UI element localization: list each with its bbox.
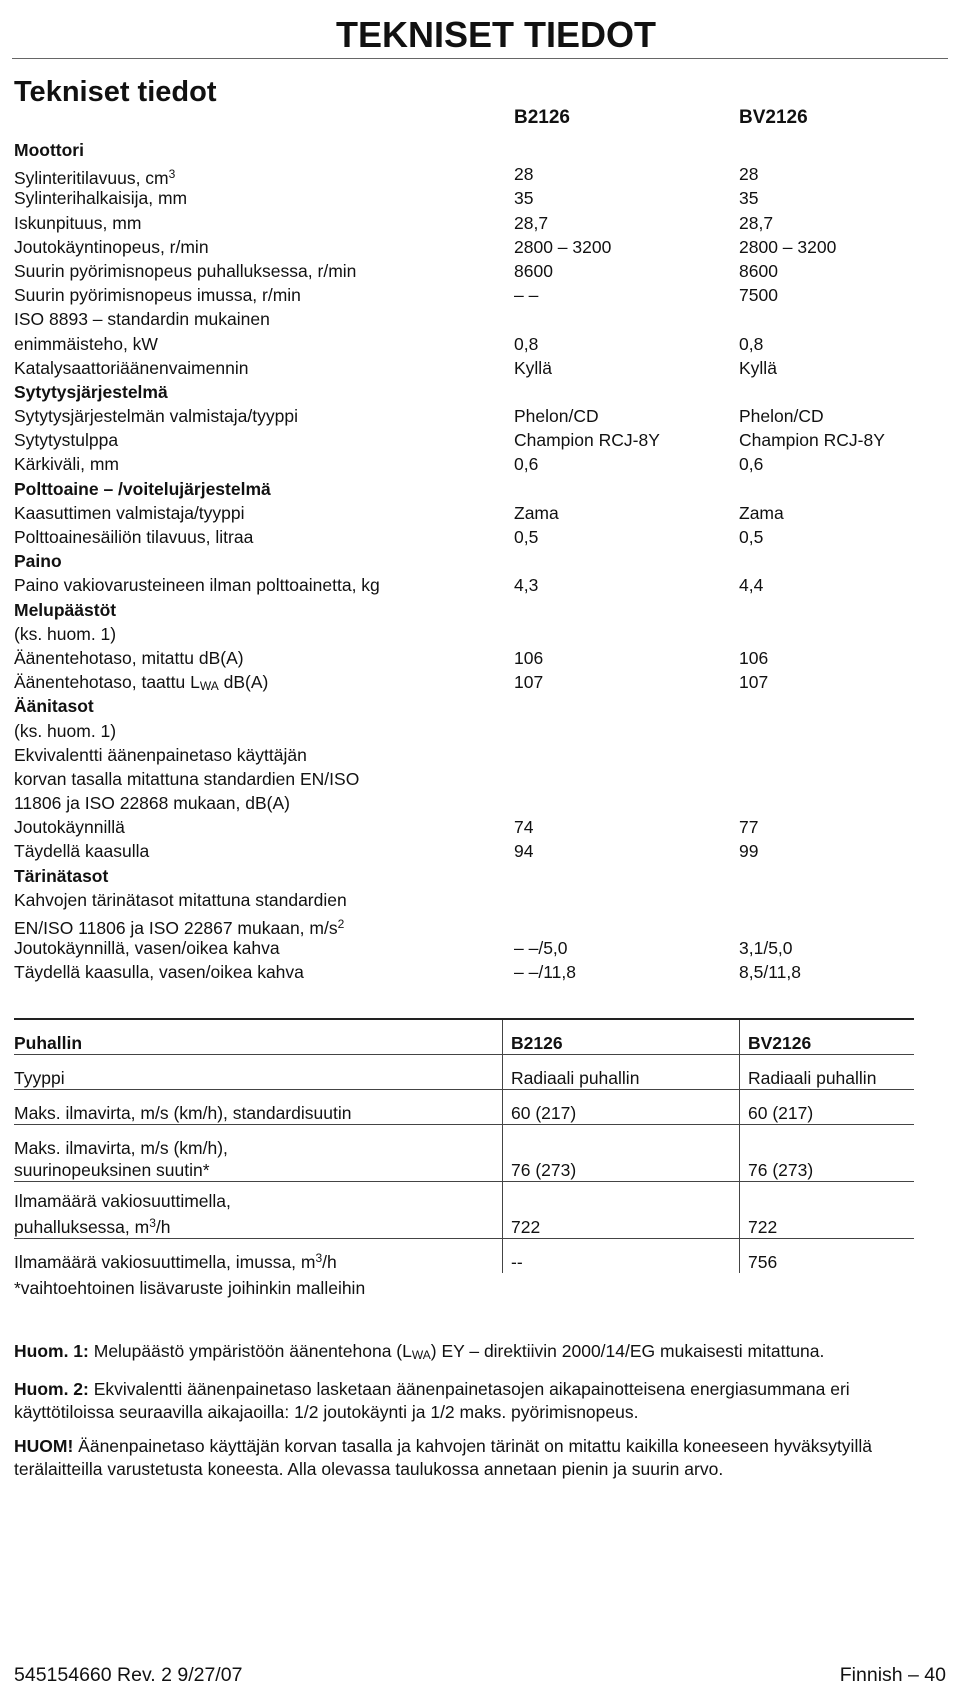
column-header-b2126: B2126 [514, 107, 570, 128]
spec-value-b2126: – –/5,0 [514, 938, 568, 959]
spec-label-sub: WA [199, 679, 219, 694]
spec-label-text: Äänentehotaso, taattu L [14, 672, 200, 693]
spec-label [14, 452, 119, 476]
spec-value-bv2126: 2800 – 3200 [739, 236, 837, 257]
spec-label-text: Paino vakiovarusteineen ilman polttoainetta, kg [14, 575, 380, 596]
blower-header-row [14, 1019, 914, 1055]
spec-label-suffix: dB(A) [218, 672, 269, 693]
spec-label [14, 960, 304, 984]
spec-value-b2126: 0,8 [514, 333, 539, 354]
spec-category-row [14, 598, 934, 622]
blower-label-sup: 3 [149, 1216, 156, 1230]
spec-row [14, 888, 934, 912]
note-3-label: HUOM! [14, 1435, 74, 1456]
spec-value-bv2126: 28 [739, 164, 759, 185]
blower-value-bv2126: 756 [748, 1252, 778, 1272]
spec-value-b2126: – –/11,8 [514, 962, 576, 983]
spec-label-text: Kärkiväli, mm [14, 454, 120, 475]
spec-value-bv2126: 107 [739, 672, 769, 693]
spec-label-text: EN/ISO 11806 ja ISO 22867 mukaan, m/s [14, 918, 338, 938]
spec-row [14, 646, 934, 670]
spec-row [14, 162, 934, 189]
spec-value-bv2126: 28,7 [739, 212, 774, 233]
spec-value-bv2126: 4,4 [739, 575, 764, 596]
spec-value-bv2126: 35 [739, 188, 759, 209]
spec-row [14, 186, 934, 210]
spec-label-text: Täydellä kaasulla, vasen/oikea kahva [14, 962, 304, 983]
blower-row [14, 1239, 914, 1274]
spec-label-text: korvan tasalla mitattuna standardien EN/ISO [14, 768, 360, 789]
spec-label [14, 573, 380, 597]
note-2-label: Huom. 2: [14, 1378, 89, 1399]
spec-row [14, 960, 934, 984]
spec-row [14, 743, 934, 767]
spec-label [14, 525, 253, 549]
spec-value-b2126: 94 [514, 841, 534, 862]
blower-label-line2: puhalluksessa, m [14, 1217, 150, 1237]
spec-value-b2126: 35 [514, 188, 534, 209]
spec-label [14, 380, 168, 404]
spec-label [14, 138, 84, 162]
spec-value-bv2126: 3,1/5,0 [739, 938, 793, 959]
spec-value-bv2126: Champion RCJ-8Y [739, 430, 885, 451]
spec-label [14, 791, 290, 815]
spec-label [14, 501, 245, 525]
footer-page-number: Finnish – 40 [839, 1664, 946, 1686]
spec-label-text: Suurin pyörimisnopeus puhalluksessa, r/min [14, 260, 357, 281]
spec-row [14, 283, 934, 307]
spec-value-bv2126: 7500 [739, 285, 778, 306]
spec-row [14, 211, 934, 235]
spec-row [14, 501, 934, 525]
spec-row [14, 791, 934, 815]
spec-label [14, 839, 149, 863]
spec-label [14, 694, 94, 718]
note-2 [14, 1378, 914, 1425]
spec-category-row [14, 549, 934, 573]
note-1-text-a: Melupäästö ympäristöön äänentehona (L [88, 1341, 412, 1361]
spec-value-b2126: Champion RCJ-8Y [514, 430, 660, 451]
spec-value-bv2126: 0,8 [739, 333, 764, 354]
footnote: *vaihtoehtoinen lisävaruste joihinkin malleihin [14, 1278, 366, 1298]
blower-value-bv2126: 76 (273) [748, 1160, 814, 1180]
spec-label-text: Kahvojen tärinätasot mitattuna standardien [14, 889, 347, 910]
spec-label-text: Sylinteritilavuus, cm [14, 168, 169, 189]
blower-value-bv2126: Radiaali puhallin [748, 1068, 877, 1088]
spec-label-text: Polttoaine – /voitelujärjestelmä [14, 478, 271, 499]
spec-label-text: Suurin pyörimisnopeus imussa, r/min [14, 285, 301, 306]
blower-label-line1: Maks. ilmavirta, m/s (km/h), [14, 1138, 228, 1158]
blower-label [14, 1125, 503, 1182]
spec-label [14, 815, 125, 839]
notes [14, 1340, 914, 1492]
spec-label [14, 646, 244, 670]
spec-label-text: (ks. huom. 1) [14, 623, 117, 644]
spec-label-sup: 3 [168, 167, 176, 182]
spec-value-bv2126: 8600 [739, 260, 778, 281]
spec-row [14, 670, 934, 694]
spec-table [14, 104, 934, 985]
spec-label [14, 888, 347, 912]
spec-label-sup: 2 [337, 917, 345, 931]
spec-category-row [14, 138, 934, 162]
blower-header-label: Puhallin [14, 1019, 503, 1055]
spec-value-bv2126: 8,5/11,8 [739, 962, 801, 983]
spec-value-b2126: Zama [514, 502, 559, 523]
spec-value-b2126: 8600 [514, 260, 553, 281]
spec-header-row [14, 104, 934, 138]
spec-label-text: Iskunpituus, mm [14, 212, 142, 233]
header-rule [12, 58, 948, 59]
spec-value-bv2126: 77 [739, 817, 759, 838]
blower-value-b2126: 76 (273) [503, 1125, 740, 1182]
spec-value-bv2126: 0,5 [739, 527, 764, 547]
blower-label [14, 1055, 503, 1090]
blower-label-text: Tyyppi [14, 1068, 65, 1088]
spec-value-b2126: Kyllä [514, 357, 552, 378]
spec-label [14, 598, 116, 622]
spec-label-text: 11806 ja ISO 22868 mukaan, dB(A) [14, 793, 290, 814]
spec-label-text: Ekvivalentti äänenpainetaso käyttäjän [14, 744, 307, 765]
blower-label-suffix: /h [155, 1217, 171, 1237]
spec-label-text: Täydellä kaasulla [14, 841, 150, 862]
spec-label [14, 259, 356, 283]
spec-value-bv2126: Phelon/CD [739, 406, 824, 427]
spec-row [14, 404, 934, 428]
spec-label [14, 186, 187, 210]
column-header-bv2126: BV2126 [739, 107, 808, 128]
spec-label-text: Sytytystulppa [14, 430, 119, 451]
spec-value-bv2126: Kyllä [739, 357, 777, 378]
note-3-text: Äänenpainetaso käyttäjän korvan tasalla ja kahvojen tärinät on mitattu kaikilla koneeseen hyväksytyillä terälaitteilla varustetusta koneesta. Alla olevassa taulukossa annetaan pienin ja suurin arvo. [14, 1435, 872, 1480]
spec-row [14, 767, 934, 791]
blower-row [14, 1182, 914, 1239]
footer-doc-number: 545154660 Rev. 2 9/27/07 [14, 1664, 243, 1686]
blower-label [14, 1239, 503, 1274]
blower-value-bv2126: 722 [748, 1217, 778, 1237]
note-1-text-b: ) EY – direktiivin 2000/14/EG mukaisesti mitattuna. [430, 1341, 825, 1361]
spec-row [14, 332, 934, 356]
note-2-text: Ekvivalentti äänenpainetaso lasketaan äänenpainetasojen aikapainotteisena energiasummana eri käyttötiloissa seuraavilla aikajaoilla: 1/2 joutokäynti ja 1/2 maks. pyörimisnopeus. [14, 1378, 850, 1423]
spec-label-text: Moottori [14, 140, 84, 160]
blower-value-b2126: Radiaali puhallin [503, 1055, 740, 1090]
spec-label-text: Kaasuttimen valmistaja/tyyppi [14, 502, 245, 523]
page-header-title: TEKNISET TIEDOT [330, 14, 662, 56]
spec-label-text: Tärinätasot [14, 865, 109, 886]
spec-label [14, 307, 270, 331]
spec-label-text: Äänitasot [14, 696, 94, 717]
blower-value-b2126: 722 [503, 1182, 740, 1239]
spec-value-b2126: 2800 – 3200 [514, 236, 612, 257]
spec-label [14, 767, 359, 791]
spec-row [14, 573, 934, 597]
spec-value-bv2126: 106 [739, 647, 769, 668]
blower-row [14, 1090, 914, 1125]
spec-value-bv2126: Zama [739, 502, 784, 523]
spec-label [14, 719, 116, 743]
blower-value-bv2126: 60 (217) [748, 1103, 814, 1123]
spec-row [14, 719, 934, 743]
spec-row [14, 622, 934, 646]
spec-category-row [14, 477, 934, 501]
spec-row [14, 428, 934, 452]
spec-row [14, 839, 934, 863]
spec-value-b2126: 106 [514, 647, 544, 668]
spec-label-text: Katalysaattoriäänenvaimennin [14, 357, 249, 378]
blower-label-line1: Ilmamäärä vakiosuuttimella, [14, 1191, 231, 1211]
spec-label-text: Sylinterihalkaisija, mm [14, 188, 188, 209]
note-1-label: Huom. 1: [14, 1341, 89, 1361]
spec-label-text: Sytytysjärjestelmän valmistaja/tyyppi [14, 406, 298, 427]
note-1-sub: WA [411, 1348, 431, 1362]
blower-row [14, 1125, 914, 1182]
spec-label [14, 864, 108, 888]
note-3 [14, 1435, 914, 1482]
spec-row [14, 259, 934, 283]
spec-label [14, 211, 141, 235]
spec-label-text: Joutokäyntinopeus, r/min [14, 236, 209, 257]
spec-label [14, 404, 298, 428]
spec-value-b2126: 28,7 [514, 212, 549, 233]
spec-value-b2126: 74 [514, 817, 534, 838]
blower-label-suffix: /h [322, 1252, 337, 1272]
spec-value-b2126: 28 [514, 164, 534, 185]
spec-label [14, 743, 307, 767]
blower-label [14, 1090, 503, 1125]
section-title: Tekniset tiedot [14, 76, 217, 108]
spec-label-text: Joutokäynnillä, vasen/oikea kahva [14, 938, 280, 959]
spec-value-bv2126: 0,6 [739, 454, 764, 475]
spec-label-text: (ks. huom. 1) [14, 720, 117, 741]
blower-header-b2126: B2126 [503, 1019, 740, 1055]
blower-label-text: Maks. ilmavirta, m/s (km/h), standardisuutin [14, 1103, 352, 1123]
spec-label [14, 428, 118, 452]
spec-row [14, 356, 934, 380]
blower-value-b2126: 60 (217) [503, 1090, 740, 1125]
spec-label [14, 235, 209, 259]
spec-label [14, 332, 158, 356]
spec-row [14, 936, 934, 960]
spec-label [14, 356, 248, 380]
spec-row [14, 525, 934, 549]
blower-label-sup: 3 [315, 1251, 323, 1265]
blower-value-b2126: -- [503, 1239, 740, 1274]
spec-label-text: Joutokäynnillä [14, 817, 125, 838]
spec-row [14, 307, 934, 331]
spec-value-b2126: Phelon/CD [514, 406, 599, 427]
spec-label-text: ISO 8893 – standardin mukainen [14, 309, 270, 330]
spec-label-text: Polttoainesäiliön tilavuus, litraa [14, 527, 254, 547]
spec-label [14, 549, 62, 573]
spec-label-text: Paino [14, 551, 62, 572]
spec-value-b2126: 0,5 [514, 527, 539, 547]
spec-value-b2126: 4,3 [514, 575, 539, 596]
spec-row [14, 452, 934, 476]
spec-label [14, 283, 301, 307]
spec-value-b2126: 107 [514, 672, 544, 693]
blower-header-bv2126: BV2126 [748, 1033, 812, 1053]
spec-row [14, 235, 934, 259]
blower-row [14, 1055, 914, 1090]
blower-label-line2: suurinopeuksinen suutin* [14, 1160, 210, 1180]
spec-row [14, 912, 934, 936]
spec-category-row [14, 694, 934, 718]
blower-table [14, 1018, 914, 1273]
spec-value-b2126: – – [514, 285, 539, 306]
spec-row [14, 815, 934, 839]
spec-value-b2126: 0,6 [514, 454, 539, 475]
blower-label-text: Ilmamäärä vakiosuuttimella, imussa, m [14, 1252, 316, 1272]
spec-category-row [14, 380, 934, 404]
spec-label-text: Äänentehotaso, mitattu dB(A) [14, 647, 244, 668]
spec-label-text: Melupäästöt [14, 599, 117, 620]
spec-label [14, 477, 271, 501]
blower-label [14, 1182, 503, 1239]
spec-label-text: enimmäisteho, kW [14, 333, 158, 354]
spec-label [14, 936, 280, 960]
note-1 [14, 1340, 914, 1368]
spec-value-bv2126: 99 [739, 841, 759, 862]
spec-label [14, 622, 116, 646]
spec-category-row [14, 864, 934, 888]
spec-label-text: Sytytysjärjestelmä [14, 381, 168, 402]
